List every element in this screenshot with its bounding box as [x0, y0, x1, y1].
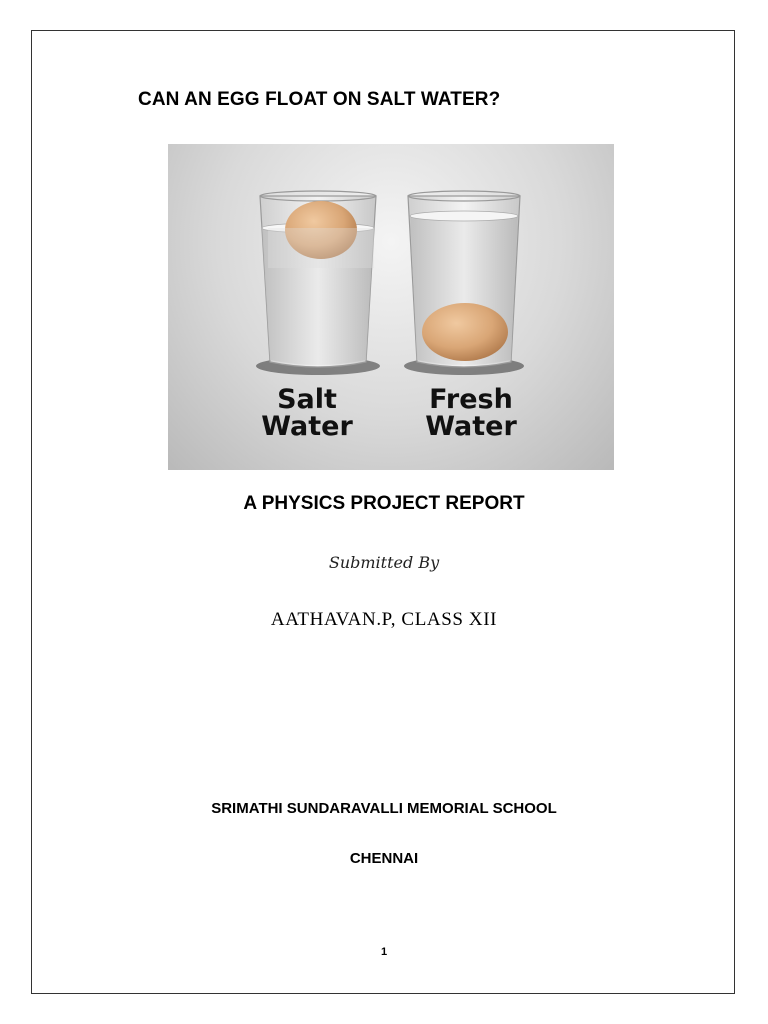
school-name: SRIMATHI SUNDARAVALLI MEMORIAL SCHOOL — [211, 800, 557, 817]
submitted-by-label: Submitted By — [328, 553, 440, 572]
left-label-line1: Salt — [277, 384, 337, 415]
left-label-line2: Water — [261, 411, 353, 442]
egg-glasses-figure — [168, 144, 614, 470]
city-name: CHENNAI — [349, 850, 419, 867]
report-subtitle: A PHYSICS PROJECT REPORT — [243, 493, 525, 514]
right-label-line1: Fresh — [429, 384, 513, 415]
right-label-line2: Water — [425, 411, 517, 442]
document-title: CAN AN EGG FLOAT ON SALT WATER? — [138, 89, 501, 110]
figure-illustration — [168, 144, 614, 470]
author-name: AATHAVAN.P, CLASS XII — [270, 609, 498, 630]
sunken-egg — [422, 303, 508, 361]
page-number: 1 — [380, 946, 388, 958]
